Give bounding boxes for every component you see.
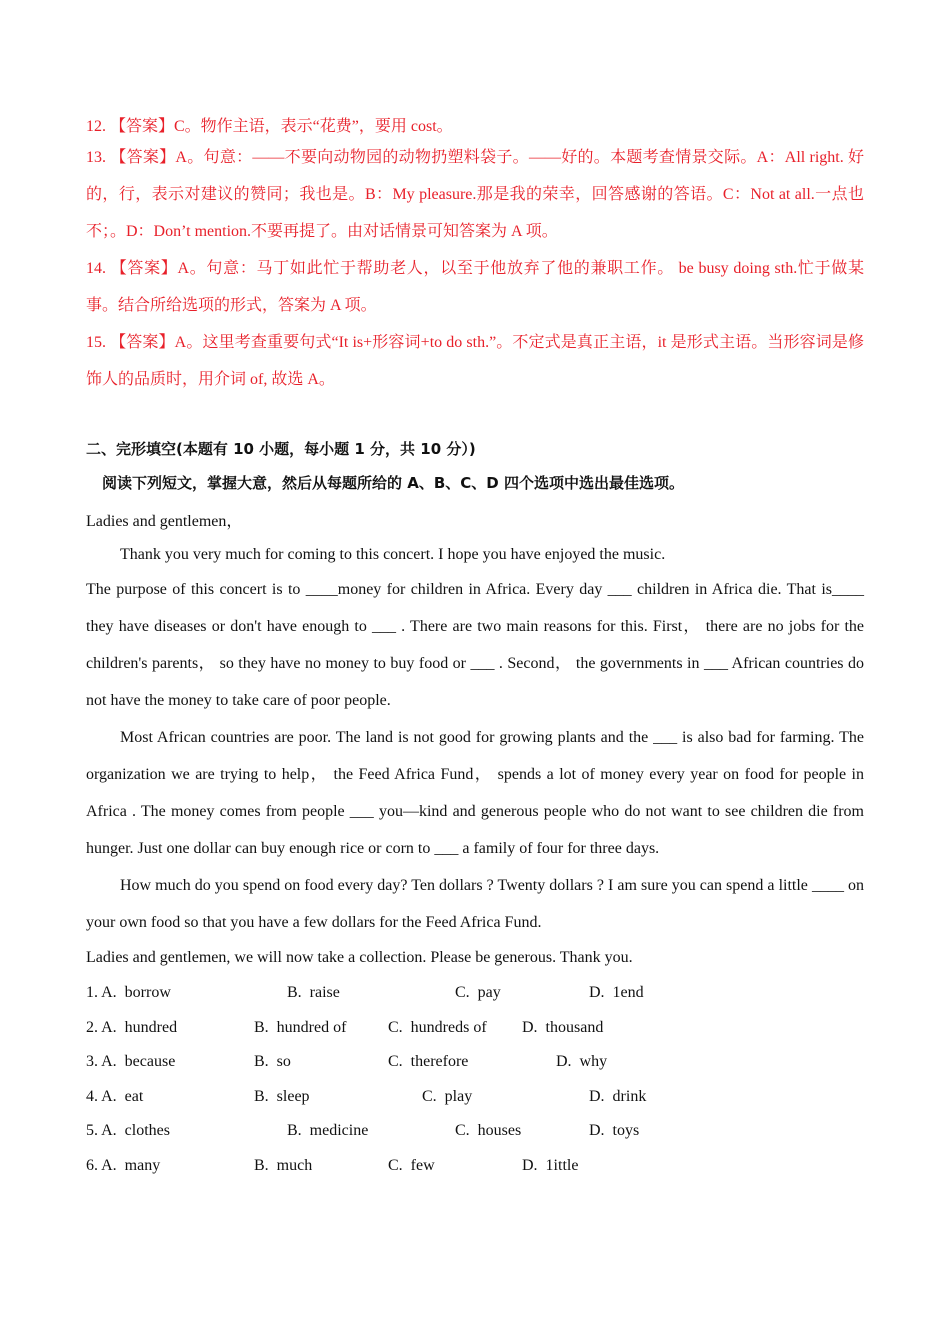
passage-paragraph-4: How much do you spend on food every day? Ten dollars ? Twenty dollars ? I am sure you can spend a little ____ on your own food so that you have a few dollars for the Feed Africa Fund. xyxy=(86,877,864,931)
option-d: D. 1end xyxy=(589,984,644,1001)
option-b: B. medicine xyxy=(287,1122,369,1140)
option-c: C. hundreds of xyxy=(388,1018,487,1036)
question-row xyxy=(86,976,864,1011)
option-a: 1. A. borrow xyxy=(86,984,171,1001)
option-d: D. 1ittle xyxy=(522,1156,579,1174)
answer-13: 13. 【答案】A。句意：——不要向动物园的动物扔塑料袋子。——好的。本题考查情景交际。A：All right. 好的，行，表示对建议的赞同；我也是。B：My pleasure.那是我的荣幸，回答感谢的答语。C：Not at all.一点也不；。D：Don’t mention.不要再提了。由对话情景可知答案为 A 项。 xyxy=(86,149,864,240)
answer-explanations xyxy=(86,115,864,398)
option-b: B. so xyxy=(254,1053,291,1071)
question-options xyxy=(86,976,864,1184)
passage-paragraph-1: Thank you very much for coming to this concert. I hope you have enjoyed the music. xyxy=(120,546,666,563)
option-a: 5. A. clothes xyxy=(86,1122,170,1140)
question-row xyxy=(86,1149,864,1184)
option-d: D. drink xyxy=(589,1087,647,1105)
option-a: 3. A. because xyxy=(86,1053,176,1071)
option-c: C. pay xyxy=(455,984,501,1001)
passage-paragraph-3: Most African countries are poor. The land is not good for growing plants and the ___ is also bad for farming. The organization we are trying to help， the Feed Africa Fund， spends a lot of money every year on food for people in Africa . The money comes from people ___ you—kind and generous people who do not want to see children die from hunger. Just one dollar can buy enough rice or corn to ___ a family of four for three days. xyxy=(86,729,864,857)
option-c: C. houses xyxy=(455,1122,522,1140)
option-a: 6. A. many xyxy=(86,1156,161,1174)
passage-greeting: Ladies and gentlemen， xyxy=(86,513,243,530)
passage-paragraph-2: The purpose of this concert is to ____money for children in Africa. Every day ___ children in Africa die. That is____ they have diseases or don't have enough to ___ . There are two main reasons for this. First， there are no jobs for the children's parents， so they have no money to buy food or ___ . Second， the governments in ___ African countries do not have the money to take care of poor people. xyxy=(86,581,864,709)
option-b: B. hundred of xyxy=(254,1018,347,1036)
question-row xyxy=(86,1080,864,1115)
option-c: C. few xyxy=(388,1156,435,1174)
option-b: B. much xyxy=(254,1156,313,1174)
question-row xyxy=(86,1011,864,1046)
option-c: C. play xyxy=(422,1087,473,1105)
question-row xyxy=(86,1045,864,1080)
option-c: C. therefore xyxy=(388,1053,469,1071)
answer-14: 14. 【答案】A。句意：马丁如此忙于帮助老人，以至于他放弃了他的兼职工作。 be busy doing sth.忙于做某事。结合所给选项的形式，答案为 A 项。 xyxy=(86,260,864,314)
cloze-section xyxy=(86,437,864,1184)
option-b: B. sleep xyxy=(254,1087,310,1105)
option-a: 2. A. hundred xyxy=(86,1018,178,1036)
answer-12: 12. 【答案】C。物作主语，表示“花费”，要用 cost。 xyxy=(86,118,453,135)
option-b: B. raise xyxy=(287,984,340,1001)
answer-15: 15. 【答案】A。这里考查重要句式“It is+形容词+to do sth.”。不定式是真正主语，it 是形式主语。当形容词是修饰人的品质时，用介词 of, 故选 A。 xyxy=(86,334,864,388)
option-d: D. why xyxy=(556,1053,608,1071)
section-instruction: 阅读下列短文，掌握大意，然后从每题所给的 A、B、C、D 四个选项中选出最佳选项。 xyxy=(102,474,684,492)
cloze-passage xyxy=(86,505,864,974)
question-row xyxy=(86,1114,864,1149)
option-d: D. toys xyxy=(589,1122,640,1140)
option-a: 4. A. eat xyxy=(86,1087,144,1105)
passage-closing: Ladies and gentlemen, we will now take a collection. Please be generous. Thank you. xyxy=(86,949,633,966)
option-d: D. thousand xyxy=(522,1018,604,1036)
section-title: 二、完形填空(本题有 10 小题，每小题 1 分，共 10 分）) xyxy=(86,440,476,458)
